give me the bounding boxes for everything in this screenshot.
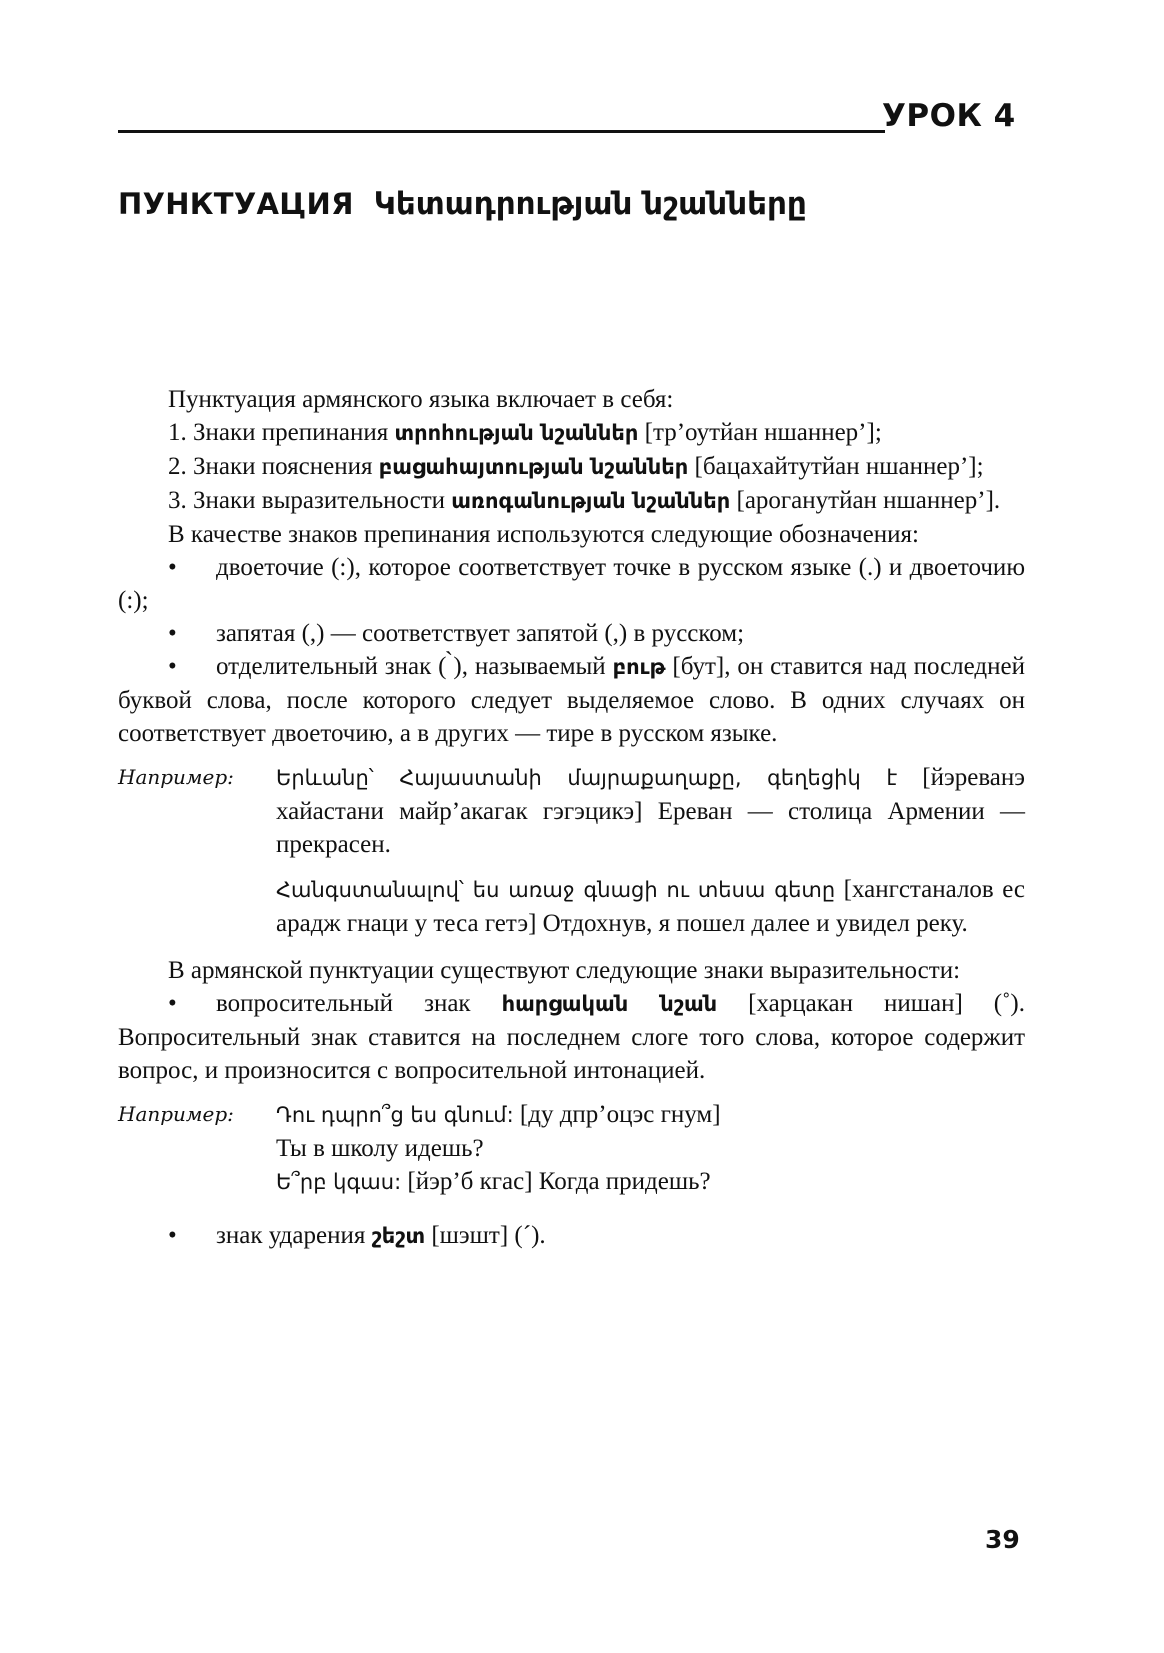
armenian-term: տրոհության նշաններ — [394, 421, 639, 445]
armenian-term: առոգանության նշաններ — [451, 489, 731, 513]
bullet-icon: • — [168, 1222, 177, 1249]
page-number: 39 — [985, 1525, 1020, 1554]
example-sentence: Երևանը՝ Հայաստանի մայրաքաղաքը, գեղեցիկ է [йэреванэ хайастани майр’акагак гэгэцикэ] Ереван — столица Армении — прекрасен. — [276, 764, 1025, 858]
bullet-icon: • — [168, 653, 177, 680]
intro-item-1: 1. Знаки препинания տրոհության նշաններ [тр’оутйан ншаннер’]; — [168, 419, 882, 446]
punct-lead: В качестве знаков препинания используются следующие обозначения: — [168, 521, 919, 548]
example-block — [118, 761, 1025, 940]
header-rule — [118, 130, 885, 133]
armenian-term: հարցական նշան — [501, 992, 718, 1016]
title-armenian: Կետադրության նշանները — [373, 186, 807, 222]
bullet-item: • запятая (,) — соответствует запятой (,) в русском; — [118, 617, 1025, 650]
expressive-lead: В армянской пунктуации существуют следующие знаки выразительности: — [168, 957, 961, 984]
example-line: Ե՞րբ կգաս: [йэр’б кгас] Когда придешь? — [276, 1168, 711, 1195]
example-label: Например: — [118, 1102, 234, 1126]
armenian-sentence: Ե՞րբ կգաս: — [276, 1170, 402, 1194]
bullet-icon: • — [168, 554, 177, 581]
example-line: Ты в школу идешь? — [276, 1135, 484, 1162]
example-line: Դու դպրո՞ց ես գնում: [ду дпр’оцэс гнум] — [276, 1101, 721, 1128]
bullet-item: • знак ударения շեշտ [шэшт] (´). — [118, 1219, 1025, 1253]
armenian-sentence: Հանգստանալով՝ ես առաջ գնացի ու տեսա գետը — [276, 878, 836, 902]
intro-lead: Пунктуация армянского языка включает в себя: — [168, 386, 674, 413]
intro-item-3: 3. Знаки выразительности առոգանության նշաններ [ароганутйан ншаннер’]. — [168, 487, 1001, 514]
example-label: Например: — [118, 765, 234, 789]
example-sentence: Հանգստանալով՝ ես առաջ գնացի ու տեսա գետը [хангстаналов ес арадж гнаци у теса гетэ] Отдохнув, я пошел далее и увидел реку. — [276, 876, 1026, 937]
title-russian: ПУНКТУАЦИЯ — [118, 187, 354, 221]
armenian-sentence: Դու դպրո՞ց ես գնում: — [276, 1103, 514, 1127]
bullet-icon: • — [168, 620, 177, 647]
bullet-item: • двоеточие (:), которое соответствует точке в русском языке (.) и двоеточию (:); — [118, 551, 1025, 617]
bullet-item: • отделительный знак ( ̀), называемый բութ [бут], он ставится над последней буквой слова, после которого следует выделяемое слово. В одних случаях он соответствует двоеточию, а в других — тире в русском языке. — [118, 650, 1025, 750]
bullet-item: • вопросительный знак հարցական նշան [харцакан нишан] (˚). Вопросительный знак ставится на последнем слоге того слова, которое содержит вопрос, и произносится с вопросительной интонацией. — [118, 987, 1025, 1087]
intro-item-2: 2. Знаки пояснения բացահայտության նշաններ [бацахайтутйан ншаннер’]; — [168, 453, 984, 480]
armenian-sentence: Երևանը՝ Հայաստանի մայրաքաղաքը, գեղեցիկ է — [276, 766, 898, 790]
example-block — [118, 1098, 1025, 1199]
armenian-term: շեշտ — [371, 1224, 426, 1248]
armenian-term: բացահայտության նշաններ — [378, 455, 689, 479]
lesson-heading: УРОК 4 — [882, 98, 1016, 134]
armenian-term: բութ — [612, 655, 666, 679]
body-text — [118, 383, 1025, 1253]
bullet-icon: • — [168, 990, 177, 1017]
page-title — [118, 186, 807, 222]
